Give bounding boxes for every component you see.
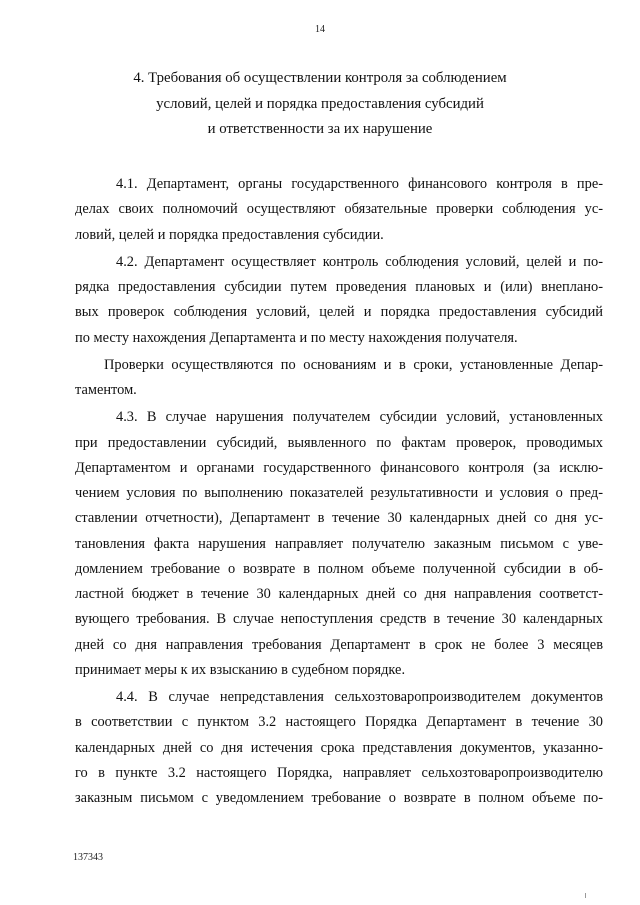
text-line: 4.1. Департамент, органы государственного финансового контроля в пре- (116, 176, 603, 192)
heading-line: 4. Требования об осуществлении контроля за соблюдением (133, 70, 507, 86)
text-line: рядка предоставления субсидии путем проведения плановых и (или) внеплано- (75, 279, 603, 295)
text-line: ловий, целей и порядка предоставления субсидии. (75, 226, 384, 243)
text-line: ластной бюджет в течение 30 календарных дней со дня направления соответст- (75, 586, 603, 602)
section-heading (0, 66, 640, 143)
text-line: Проверки осуществляются по основаниям и в сроки, установленные Депар- (104, 356, 603, 373)
text-line: ставлении отчетности), Департамент в течение 30 календарных дней со дня ус- (75, 510, 603, 527)
text-line: го в пункте 3.2 настоящего Порядка, направляет сельхозтоваропроизводителю (75, 764, 603, 781)
text-line: Департаментом и органами государственного финансового контроля (за исклю- (75, 459, 603, 476)
text-line: принимает меры к их взысканию в судебном порядке. (75, 661, 406, 678)
text-line: 4.2. Департамент осуществляет контроль соблюдения условий, целей и по- (116, 253, 603, 270)
document-body (75, 172, 603, 811)
text-line: заказным письмом с уведомлением требование о возврате в полном объеме по- (75, 790, 603, 806)
text-line: дней со дня направления требования Департамент в срок не более 3 месяцев (75, 636, 603, 653)
text-line: при предоставлении субсидий, выявленного по фактам проверок, проводимых (75, 434, 603, 451)
document-code: 137343 (73, 852, 103, 863)
text-line: 4.4. В случае непредставления сельхозтоваропроизводителем документов (116, 689, 603, 705)
scan-mark (585, 893, 586, 898)
text-line: 4.3. В случае нарушения получателем субсидии условий, установленных (116, 409, 603, 426)
text-line: вых проверок соблюдения условий, целей и порядка предоставления субсидий (75, 304, 603, 321)
page-number: 14 (315, 24, 325, 35)
text-line: тановления факта нарушения направляет получателю заказным письмом с уве- (75, 535, 603, 552)
heading-line: условий, целей и порядка предоставления субсидий (156, 95, 484, 112)
text-line: чением условия по выполнению показателей результативности и условия о пред- (75, 485, 603, 501)
text-line: календарных дней со дня истечения срока представления документов, указанно- (75, 739, 603, 756)
heading-line: и ответственности за их нарушение (207, 121, 433, 137)
text-line: делах своих полномочий осуществляют обязательные проверки соблюдения ус- (75, 201, 603, 218)
text-line: домлением требование о возврате в полном объеме полученной субсидии в об- (75, 560, 603, 577)
text-line: вующего требования. В случае непоступления средств в течение 30 календарных (75, 611, 603, 628)
text-line: в соответствии с пунктом 3.2 настоящего Порядка Департамент в течение 30 (75, 714, 603, 731)
text-line: по месту нахождения Департамента и по месту нахождения получателя. (75, 329, 518, 346)
text-line: таментом. (75, 382, 137, 398)
